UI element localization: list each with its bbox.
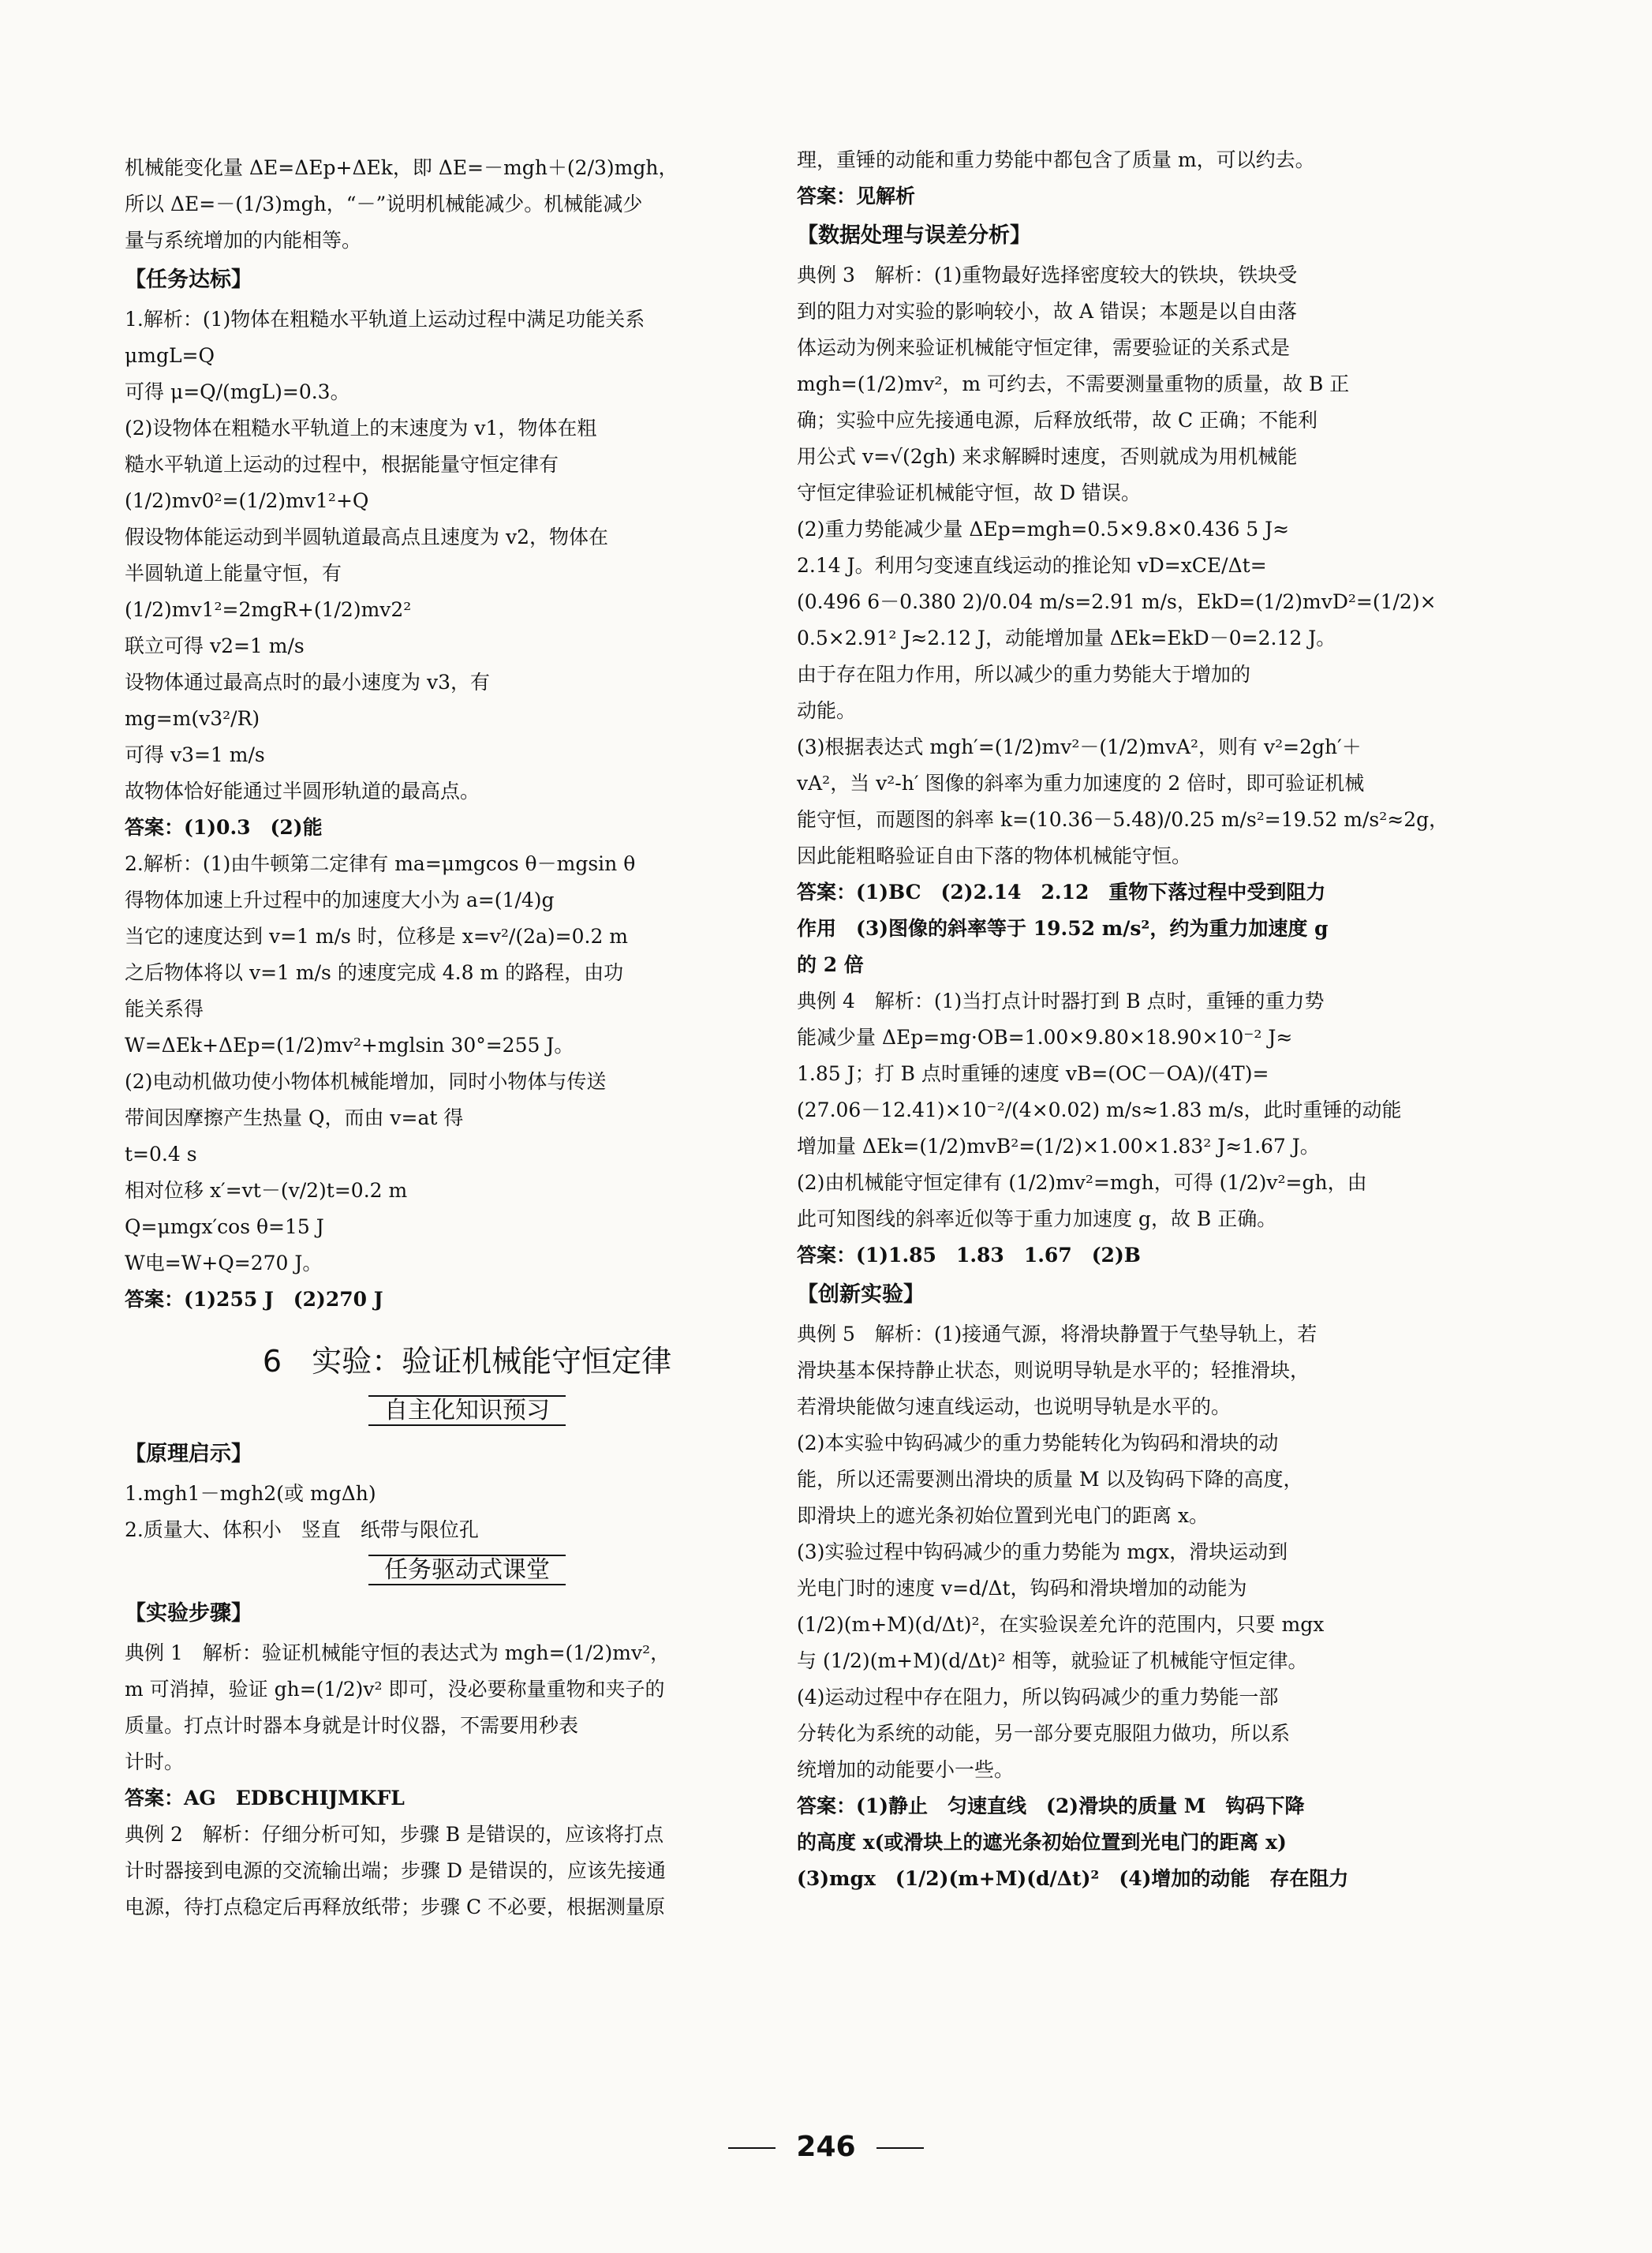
answer-line: 答案：(1)1.85 1.83 1.67 (2)B	[797, 1244, 1141, 1267]
text-line: 由于存在阻力作用，所以减少的重力势能大于增加的	[797, 663, 1251, 686]
text-line: 0.5×2.91² J≈2.12 J，动能增加量 ΔEk=EkD－0=2.12 J。	[797, 627, 1336, 649]
text-line: 动能。	[797, 699, 857, 722]
text-line: 滑块基本保持静止状态，则说明导轨是水平的；轻推滑块，	[797, 1359, 1310, 1382]
text-line: μmgL=Q	[125, 344, 215, 367]
text-line: (2)设物体在粗糙水平轨道上的末速度为 v1，物体在粗	[125, 417, 597, 440]
text-line: 之后物体将以 v=1 m/s 的速度完成 4.8 m 的路程，由功	[125, 961, 624, 984]
text-line: 可得 v3=1 m/s	[125, 743, 265, 766]
text-line: Q=μmgx′cos θ=15 J	[125, 1215, 324, 1238]
text-line: 糙水平轨道上运动的过程中，根据能量守恒定律有	[125, 453, 559, 476]
text-line: 因此能粗略验证自由下落的物体机械能守恒。	[797, 844, 1192, 867]
text-line: 能守恒，而题图的斜率 k=(10.36－5.48)/0.25 m/s²=19.52 m/s²≈2g，	[797, 808, 1449, 831]
text-line: 联立可得 v2=1 m/s	[125, 634, 305, 657]
section-heading: 【任务达标】	[125, 268, 252, 292]
text-line: (2)重力势能减少量 ΔEp=mgh=0.5×9.8×0.436 5 J≈	[797, 518, 1290, 541]
answer-line: 的高度 x(或滑块上的遮光条初始位置到光电门的距离 x)	[797, 1831, 1287, 1854]
text-line: 量与系统增加的内能相等。	[125, 229, 362, 252]
text-line: 统增加的动能要小一些。	[797, 1758, 1015, 1781]
text-line: 半圆轨道上能量守恒，有	[125, 562, 342, 585]
text-line: 1.85 J；打 B 点时重锤的速度 vB=(OC－OA)/(4T)=	[797, 1062, 1269, 1085]
text-line: (1/2)mv1²=2mgR+(1/2)mv2²	[125, 598, 412, 621]
text-line: t=0.4 s	[125, 1143, 197, 1166]
text-line: 电源，待打点稳定后再释放纸带；步骤 C 不必要，根据测量原	[125, 1896, 666, 1918]
text-line: 到的阻力对实验的影响较小，故 A 错误；本题是以自由落	[797, 300, 1297, 323]
text-line: m 可消掉，验证 gh=(1/2)v² 即可，没必要称量重物和夹子的	[125, 1678, 665, 1701]
text-line: 假设物体能运动到半圆轨道最高点且速度为 v2，物体在	[125, 526, 608, 548]
text-line: 光电门时的速度 v=d/Δt，钩码和滑块增加的动能为	[797, 1577, 1247, 1600]
text-line: 与 (1/2)(m+M)(d/Δt)² 相等，就验证了机械能守恒定律。	[797, 1649, 1308, 1672]
text-line: 典例 4 解析：(1)当打点计时器打到 B 点时，重锤的重力势	[797, 990, 1325, 1012]
text-line: (0.496 6－0.380 2)/0.04 m/s=2.91 m/s，EkD=(1/2)mvD²=(1/2)×	[797, 590, 1437, 613]
text-line: 即滑块上的遮光条初始位置到光电门的距离 x。	[797, 1504, 1209, 1527]
subheading-text: 自主化知识预习	[368, 1395, 566, 1426]
answer-line: 作用 (3)图像的斜率等于 19.52 m/s²，约为重力加速度 g	[797, 917, 1329, 940]
text-line: (4)运动过程中存在阻力，所以钩码减少的重力势能一部	[797, 1686, 1279, 1708]
right-dash	[876, 2147, 924, 2149]
text-line: 机械能变化量 ΔE=ΔEp+ΔEk，即 ΔE=－mgh＋(2/3)mgh，	[125, 156, 678, 179]
section-heading: 【原理启示】	[125, 1442, 252, 1466]
text-line: 典例 3 解析：(1)重物最好选择密度较大的铁块，铁块受	[797, 264, 1298, 286]
answer-line: 答案：(1)静止 匀速直线 (2)滑块的质量 M 钩码下降	[797, 1795, 1305, 1817]
subheading-text: 任务驱动式课堂	[368, 1555, 566, 1585]
text-line: mg=m(v3²/R)	[125, 707, 260, 730]
subheading	[125, 1548, 809, 1592]
answer-line: (3)mgx (1/2)(m+M)(d/Δt)² (4)增加的动能 存在阻力	[797, 1867, 1349, 1890]
text-line: 2.质量大、体积小 竖直 纸带与限位孔	[125, 1518, 479, 1541]
text-line: 体运动为例来验证机械能守恒定律，需要验证的关系式是	[797, 336, 1291, 359]
page-number-text: 246	[796, 2131, 856, 2163]
answer-line: 答案：AG EDBCHIJMKFL	[125, 1787, 405, 1810]
text-line: vA²，当 v²-h′ 图像的斜率为重力加速度的 2 倍时，即可验证机械	[797, 772, 1365, 795]
text-line: 理，重锤的动能和重力势能中都包含了质量 m，可以约去。	[797, 148, 1315, 171]
text-line: 守恒定律验证机械能守恒，故 D 错误。	[797, 481, 1141, 504]
text-line: 1.mgh1－mgh2(或 mgΔh)	[125, 1482, 376, 1505]
text-line: 用公式 v=√(2gh) 来求解瞬时速度，否则就成为用机械能	[797, 445, 1298, 468]
text-line: 若滑块能做匀速直线运动，也说明导轨是水平的。	[797, 1395, 1232, 1418]
text-line: 典例 5 解析：(1)接通气源，将滑块静置于气垫导轨上，若	[797, 1323, 1317, 1345]
text-line: 带间因摩擦产生热量 Q，而由 v=at 得	[125, 1106, 464, 1129]
text-line: 故物体恰好能通过半圆形轨道的最高点。	[125, 780, 480, 803]
text-line: 相对位移 x′=vt－(v/2)t=0.2 m	[125, 1179, 408, 1202]
text-line: 设物体通过最高点时的最小速度为 v3，有	[125, 671, 490, 694]
text-line: 质量。打点计时器本身就是计时仪器，不需要用秒表	[125, 1714, 579, 1737]
text-line: 计时。	[125, 1750, 185, 1773]
text-line: W电=W+Q=270 J。	[125, 1252, 323, 1274]
subheading	[125, 1389, 809, 1433]
text-line: (2)电动机做功使小物体机械能增加，同时小物体与传送	[125, 1070, 607, 1093]
answer-line: 的 2 倍	[797, 953, 864, 976]
section-heading: 【实验步骤】	[125, 1601, 252, 1626]
text-line: 所以 ΔE=－(1/3)mgh，“－”说明机械能减少。机械能减少	[125, 193, 643, 215]
answer-line: 答案：(1)BC (2)2.14 2.12 重物下落过程中受到阻力	[797, 881, 1326, 904]
text-line: 确；实验中应先接通电源，后释放纸带，故 C 正确；不能利	[797, 409, 1318, 432]
text-line: 2.解析：(1)由牛顿第二定律有 ma=μmgcos θ－mgsin θ	[125, 852, 636, 875]
text-line: 能关系得	[125, 997, 204, 1020]
answer-line: 答案：见解析	[797, 185, 916, 208]
left-dash	[728, 2147, 776, 2149]
text-line: (1/2)(m+M)(d/Δt)²，在实验误差允许的范围内，只要 mgx	[797, 1613, 1325, 1636]
text-line: 能，所以还需要测出滑块的质量 M 以及钩码下降的高度，	[797, 1468, 1303, 1491]
text-line: (3)实验过程中钩码减少的重力势能为 mgx，滑块运动到	[797, 1540, 1288, 1563]
section-heading: 【数据处理与误差分析】	[797, 223, 1031, 248]
text-line: 分转化为系统的动能，另一部分要克服阻力做功，所以系	[797, 1722, 1291, 1745]
text-line: 增加量 ΔEk=(1/2)mvB²=(1/2)×1.00×1.83² J≈1.67 J。	[797, 1135, 1320, 1158]
text-line: 此可知图线的斜率近似等于重力加速度 g，故 B 正确。	[797, 1207, 1277, 1230]
section-heading: 【创新实验】	[797, 1282, 925, 1307]
text-line: 当它的速度达到 v=1 m/s 时，位移是 x=v²/(2a)=0.2 m	[125, 925, 629, 948]
text-line: 1.解析：(1)物体在粗糙水平轨道上运动过程中满足功能关系	[125, 308, 645, 331]
text-line: (27.06－12.41)×10⁻²/(4×0.02) m/s≈1.83 m/s，此时重锤的动能	[797, 1098, 1402, 1121]
text-line: 可得 μ=Q/(mgL)=0.3。	[125, 380, 350, 403]
right-column	[797, 142, 1482, 1897]
text-line: 能减少量 ΔEp=mg·OB=1.00×9.80×18.90×10⁻² J≈	[797, 1026, 1293, 1049]
text-line: 典例 2 解析：仔细分析可知，步骤 B 是错误的，应该将打点	[125, 1823, 664, 1846]
left-column	[125, 150, 809, 1926]
chapter-title: 6 实验：验证机械能守恒定律	[262, 1344, 672, 1379]
page-number	[0, 2131, 1652, 2163]
text-line: 2.14 J。利用匀变速直线运动的推论知 vD=xCE/Δt=	[797, 554, 1267, 577]
text-line: 得物体加速上升过程中的加速度大小为 a=(1/4)g	[125, 889, 555, 911]
text-line: (2)本实验中钩码减少的重力势能转化为钩码和滑块的动	[797, 1432, 1279, 1454]
text-line: (3)根据表达式 mgh′=(1/2)mv²－(1/2)mvA²，则有 v²=2gh′＋	[797, 735, 1362, 758]
answer-line: 答案：(1)255 J (2)270 J	[125, 1288, 383, 1311]
text-line: W=ΔEk+ΔEp=(1/2)mv²+mglsin 30°=255 J。	[125, 1034, 574, 1057]
text-line: (2)由机械能守恒定律有 (1/2)mv²=mgh，可得 (1/2)v²=gh，由	[797, 1171, 1367, 1194]
text-line: 计时器接到电源的交流输出端；步骤 D 是错误的，应该先接通	[125, 1859, 666, 1882]
text-line: mgh=(1/2)mv²，m 可约去，不需要测量重物的质量，故 B 正	[797, 372, 1350, 395]
text-line: (1/2)mv0²=(1/2)mv1²+Q	[125, 489, 369, 512]
answer-line: 答案：(1)0.3 (2)能	[125, 816, 323, 839]
text-line: 典例 1 解析：验证机械能守恒的表达式为 mgh=(1/2)mv²，	[125, 1641, 671, 1664]
